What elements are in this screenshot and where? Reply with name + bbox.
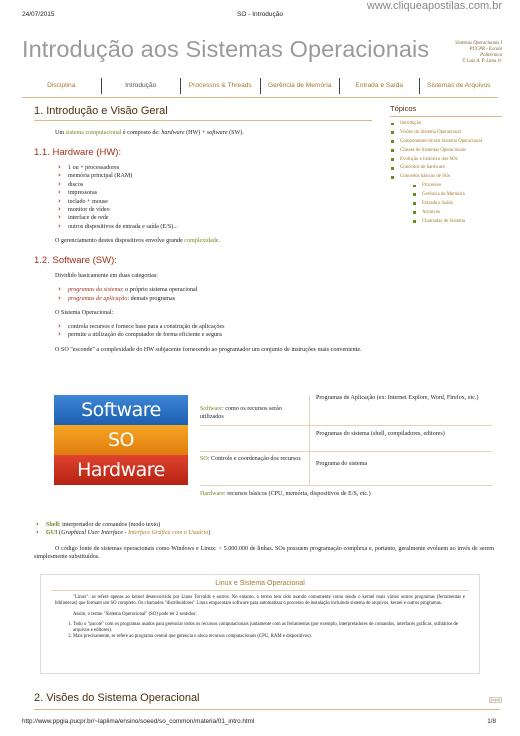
subtopic-link[interactable]: Gerência de Memória	[412, 192, 502, 198]
gui-term: GUI	[46, 530, 58, 537]
gui-english: Graphical User Interface	[61, 530, 124, 537]
list-item: › controla recursos e fornece base para a construção de aplicações	[58, 323, 382, 331]
intro-text-b: é composto de:	[121, 130, 162, 136]
topic-link[interactable]: Classes de Sistemas Operacionais	[390, 148, 502, 154]
intro-text-a: Um	[55, 130, 66, 136]
system-programs-desc: : o próprio sistema operacional	[121, 287, 198, 294]
intro-text-d: (SW).	[227, 130, 244, 136]
os-layers-diagram	[54, 395, 479, 505]
course-name: Sistemas Operacionais I	[455, 41, 502, 46]
diagram-divider	[309, 395, 310, 485]
list-item: › permite a utilização do computador de forma eficiente e segura	[58, 331, 382, 339]
box-list	[73, 622, 465, 641]
application-programs-desc: : demais programas	[127, 295, 176, 302]
hardware-description	[200, 491, 460, 499]
os-layer: SO	[54, 425, 188, 455]
os-desc-text: : Controle e coordenação dos recursos	[207, 456, 301, 462]
intro-paragraph	[55, 129, 382, 137]
gui-paren-open: (	[57, 530, 62, 537]
source-code-paragraph: O código fonte de sistemas operacionais como Windows e Linux: > 5.000.000 de linhas. SOs possuem programação complexa e, portanto, geralmente evoluem ao invés de serem simplesmente substituídos.	[34, 545, 494, 560]
os-hides-paragraph: O SO "esconde" a complexidade do HW subjacente fornecendo ao programador um conjunto de instruções mais conveniente.	[55, 346, 362, 353]
software-categories	[58, 286, 382, 303]
section-1-heading: 1. Introdução e Visão Geral	[34, 105, 372, 121]
intro-software: software	[206, 130, 228, 136]
system-programs-term: programas do sistema	[68, 287, 122, 294]
print-date: 24/07/2015	[22, 11, 55, 18]
main-nav	[22, 78, 498, 94]
subtopic-link[interactable]: Arquivos	[412, 210, 502, 216]
topic-link[interactable]: Visões do Sistema Operacional	[390, 130, 502, 136]
hardware-note	[55, 237, 382, 245]
os-program-cell: Programa do sistema	[316, 461, 368, 467]
back-to-top-link[interactable]: [topo]	[490, 698, 500, 702]
list-item: › interface de rede	[58, 214, 382, 222]
section-1-2-heading: 1.2. Software (SW):	[34, 255, 117, 267]
section-2	[22, 692, 502, 710]
gui-portuguese: Interface Gráfica com o Usuário	[128, 530, 209, 537]
list-item	[36, 521, 502, 529]
topics-sublist	[412, 183, 502, 224]
software-layer: Software	[54, 395, 188, 425]
list-item: › impressoras	[58, 189, 382, 197]
list-item: › monitor de vídeo	[58, 206, 382, 214]
application-programs-cell: Programas de Aplicação (ex: Internet Explore, Word, Firefox, etc.)	[316, 395, 479, 401]
box-heading: Linux e Sistema Operacional	[215, 580, 305, 587]
topic-link[interactable]: Componentes de um Sistema Operacional	[390, 139, 502, 145]
software-description	[200, 406, 306, 421]
hardware-list	[58, 164, 382, 231]
topics-heading: Tópicos	[390, 104, 502, 117]
print-title: SO - Introdução	[237, 11, 283, 18]
intro-text-c: (HW) +	[184, 130, 207, 136]
main-content	[22, 105, 382, 354]
list-item: 1. Todo o "pacote" com os programas usados para gerenciar todos os recursos computacionais juntamente com as ferramentas (por exemplo, interpretadores de comandos, interfaces gráficas, utilitários de arquivos e editores).	[73, 622, 465, 635]
hardware-desc-text: : recursos básicos (CPU, memória, dispositivos de E/S, etc.)	[224, 491, 371, 497]
intro-hardware: hardware	[161, 130, 185, 136]
banner	[22, 36, 502, 70]
list-item: › outros dispositivos de entrada e saída (E/S)...	[58, 223, 382, 231]
diagram-rule	[200, 485, 492, 486]
hardware-layer: Hardware	[54, 455, 188, 485]
os-description	[200, 456, 310, 464]
interfaces-section	[22, 515, 502, 561]
section-1-1-heading: 1.1. Hardware (HW):	[34, 147, 122, 158]
topic-link-label[interactable]: Conceitos básicos de SOs	[400, 174, 451, 180]
section-2-divider	[34, 709, 500, 710]
list-item	[36, 529, 502, 537]
subtopic-link[interactable]: Entrada e Saída	[412, 201, 502, 207]
page-title: Introdução aos Sistemas Operacionais	[22, 36, 430, 62]
list-item: › 1 ou + processadores	[58, 164, 382, 172]
diagram-rule	[200, 451, 492, 452]
software-desc-text: : como os recursos serão utilizados	[200, 406, 282, 420]
section-2-heading: 2. Visões do Sistema Operacional	[34, 692, 200, 704]
author: © Luiz A. P. Lima Jr.	[462, 59, 502, 64]
tab-entrada-saida[interactable]: Entrada e Saída	[339, 78, 419, 94]
hw-note-text: O gerenciamento destes dispositivos envolve grande	[55, 238, 185, 245]
topics-sidebar	[390, 104, 502, 227]
gui-paren-close: )	[208, 530, 211, 537]
subtopic-link[interactable]: Chamadas de Sistema	[412, 219, 502, 225]
interfaces-list	[36, 521, 502, 538]
school-name: PUCPR - Escola	[469, 47, 502, 52]
software-intro: Dividido basicamente em duas categorias:	[55, 273, 158, 280]
os-keyword: SO	[200, 456, 208, 462]
school-name-2: Politécnica	[480, 53, 502, 58]
intro-keyword: sistema computacional	[65, 130, 122, 136]
linux-info-box	[40, 574, 480, 674]
box-divider	[51, 590, 469, 591]
tab-disciplina[interactable]: Disciplina	[47, 82, 76, 89]
hw-note-end: .	[218, 238, 221, 245]
layers-image	[54, 395, 188, 485]
system-programs-cell: Programas do sistema (shell, compiladores, editores)	[316, 431, 445, 437]
print-footer	[0, 718, 520, 728]
tab-processos-threads[interactable]: Processos & Threads	[180, 78, 260, 94]
page-number: 1/8	[487, 718, 496, 725]
list-item: › discos	[58, 181, 382, 189]
application-programs-term: programas de aplicação	[68, 295, 128, 302]
software-keyword: Software	[200, 406, 222, 412]
topic-link[interactable]: Introdução	[390, 121, 502, 127]
hw-note-keyword: complexidade	[184, 238, 219, 245]
list-item: › memória principal (RAM)	[58, 172, 382, 180]
list-item	[58, 295, 382, 303]
course-info	[455, 41, 502, 65]
tab-gerencia-memoria[interactable]: Gerência de Memória	[260, 78, 340, 94]
shell-term: Shell	[46, 522, 59, 528]
subtopic-link[interactable]: Processos	[412, 183, 502, 189]
topic-link[interactable]: Evolução e histórico dos SOs	[390, 157, 502, 163]
diagram-rule	[200, 425, 492, 426]
nav-divider	[22, 97, 498, 98]
os-list	[58, 323, 382, 340]
topic-link[interactable]: Conceitos de hardware	[390, 165, 502, 171]
list-item	[58, 286, 382, 294]
list-item: › teclado + mouse	[58, 198, 382, 206]
hardware-keyword: Hardware	[200, 491, 225, 497]
tab-sistemas-arquivos[interactable]: Sistemas de Arquivos	[419, 78, 499, 94]
topics-list	[390, 121, 502, 224]
box-paragraph-2: Assim, o termo "Sistema Operacional" (SO) pode ter 2 sentidos:	[73, 611, 197, 617]
gui-dash: -	[123, 530, 129, 537]
shell-desc: : interpretador de comandos (modo texto)	[58, 522, 161, 528]
watermark: www.cliqueapostilas.com.br	[366, 0, 502, 12]
topic-link[interactable]	[390, 174, 502, 224]
tab-introducao[interactable]: Introdução	[101, 78, 181, 94]
os-label: O Sistema Operacional:	[55, 310, 114, 317]
list-item: 2. Mais precisamente, se refere ao programa central que gerencia e aloca recursos computacionais (CPU, RAM e dispositivos).	[73, 634, 465, 640]
print-url: http://www.ppgia.pucpr.br/~laplima/ensino/soeed/so_common/materia/01_intro.html	[22, 718, 255, 725]
box-paragraph-1: "Linux": se refere apenas ao kernel desenvolvido por Linus Torvalds e outros. No entanto, o termo tem sido usando comumente como sendo o kernel mais vários outros programas (ferramentas e bibliotecas) que formam um SO completo. Os chamados "distribuidores" Linux empacotam software para automatizar o processo de instalação incluindo sistema de arquivos, kernel e outros programas.	[55, 595, 465, 607]
